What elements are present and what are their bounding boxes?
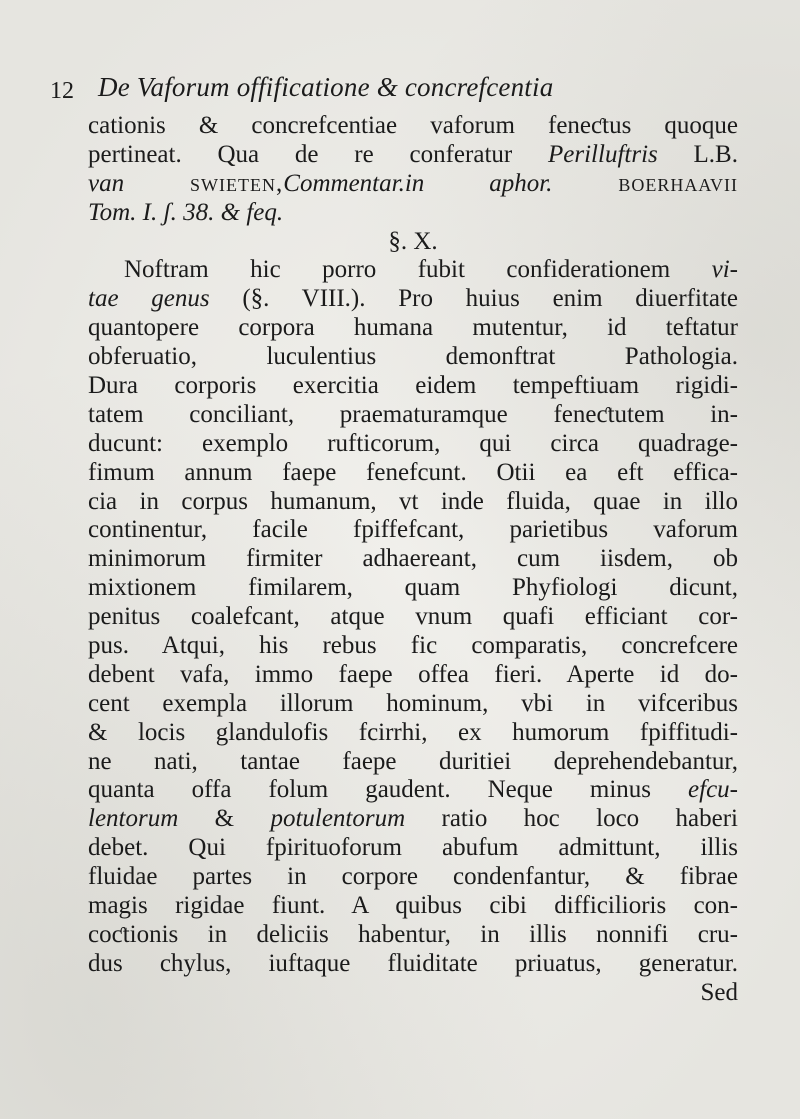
text-line: coƈtionis in deliciis habentur, in illis nonnifi cru-	[88, 920, 738, 948]
text-line: Tom. I. ʃ. 38. & feq.	[88, 198, 284, 226]
section-heading: §. X.	[388, 227, 438, 255]
text-run: (§. VIII.). Pro huius enim diuerfitate	[209, 285, 738, 313]
text-run-italic: lentorum	[88, 805, 179, 833]
text-run: ratio hoc loco haberi	[405, 805, 738, 833]
running-title: De Vaforum offificatione & concrefcentia	[98, 72, 554, 102]
text-line: minimorum firmiter adhaereant, cum iisdem, ob	[88, 545, 738, 573]
text-line: magis rigidae fiunt. A quibus cibi difficilioris con-	[88, 892, 738, 920]
text-run: &	[178, 805, 271, 833]
body-text	[88, 112, 738, 1008]
text-line: continentur, facile fpiffefcant, parietibus vaforum	[88, 516, 738, 544]
text-line	[88, 256, 738, 285]
text-line: & locis glandulofis fcirrhi, ex humorum fpiffitudi-	[88, 718, 738, 746]
text-line: debent vafa, immo faepe offea fieri. Aperte id do-	[88, 660, 738, 688]
text-run: L.B.	[657, 140, 738, 168]
text-line	[88, 170, 738, 199]
text-line: tatem conciliant, praematuramque feneƈtutem in-	[88, 400, 738, 428]
text-line: mixtionem fimilarem, quam Phyfiologi dicunt,	[88, 574, 738, 602]
text-line: cia in corpus humanum, vt inde fluida, quae in illo	[88, 487, 738, 515]
page-header	[50, 72, 730, 108]
text-line: penitus coalefcant, atque vnum quafi efficiant cor-	[88, 603, 738, 631]
page-number: 12	[50, 78, 74, 104]
text-run-italic: efcu-	[688, 776, 738, 804]
text-line: Dura corporis exercitia eidem tempeftiuam rigidi-	[88, 372, 738, 400]
text-run-italic: tae genus	[88, 285, 210, 313]
text-run-smallcaps: swieten,	[124, 169, 284, 197]
text-run: Noftram hic porro fubit confiderationem	[124, 256, 712, 284]
text-line: dus chylus, iuftaque fluiditate priuatus, generatur.	[88, 949, 738, 977]
text-line: ducunt: exemplo rufticorum, qui circa quadrage-	[88, 429, 738, 457]
text-run-italic: potulentorum	[270, 805, 406, 833]
text-line: quantopere corpora humana mutentur, id teftatur	[88, 314, 738, 342]
catchword: Sed	[700, 978, 738, 1006]
text-run-italic: Commentar.in aphor.	[283, 169, 553, 197]
text-run: quanta offa folum gaudent. Neque minus	[88, 776, 689, 804]
text-line: fimum annum faepe fenefcunt. Otii ea eft effica-	[88, 458, 738, 486]
text-line: cent exempla illorum hominum, vbi in vifceribus	[88, 689, 738, 717]
text-run-italic: van	[88, 169, 125, 197]
text-line	[88, 285, 738, 314]
text-line: fluidae partes in corpore condenfantur, & fibrae	[88, 863, 738, 891]
text-line: debet. Qui fpirituoforum abufum admittunt, illis	[88, 834, 738, 862]
text-line: cationis & concrefcentiae vaforum feneƈtus quoque	[88, 112, 738, 139]
text-line: pus. Atqui, his rebus fic comparatis, concrefcere	[88, 632, 738, 660]
text-line	[88, 776, 738, 805]
text-run-italic: vi-	[711, 256, 738, 284]
text-run: pertineat. Qua de re conferatur	[88, 140, 549, 168]
text-run-italic: Perilluftris	[548, 140, 658, 168]
text-line: ne nati, tantae faepe duritiei deprehendebantur,	[88, 747, 738, 775]
text-line	[88, 141, 738, 170]
text-line: obferuatio, luculentius demonftrat Pathologia.	[88, 343, 738, 371]
text-run-smallcaps: boerhaavii	[552, 169, 738, 197]
text-line	[88, 805, 738, 834]
